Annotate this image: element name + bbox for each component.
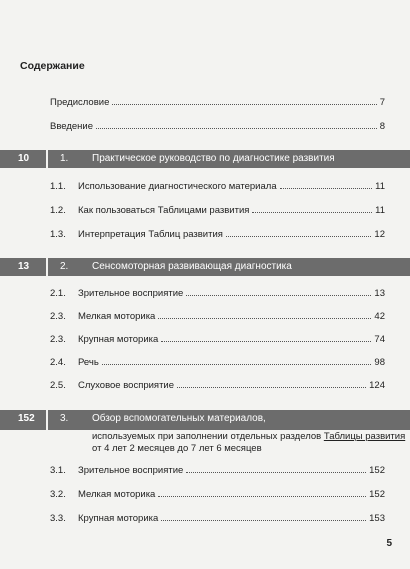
dot-leader [177,387,366,388]
section-title [60,261,292,272]
toc-entry [50,202,385,216]
section-start-page: 152 [18,413,35,424]
section-header-1 [0,150,410,168]
entry-page: 124 [369,380,385,391]
entry-number: 3.1. [50,465,66,476]
section-header-3 [0,410,410,430]
entry-number: 1.3. [50,229,66,240]
entry-number: 3.2. [50,489,66,500]
entry-page: 11 [375,205,385,216]
entry-label: Введение [50,121,94,132]
page-number: 5 [386,538,392,549]
section-title-text: Сенсомоторная развивающая диагностика [92,261,292,272]
section-number: 2. [60,261,69,272]
entry-page: 74 [374,334,385,345]
toc-entry [50,377,385,391]
entry-page: 153 [369,513,385,524]
section-start-page: 10 [18,153,30,164]
section-title-text: Практическое руководство по диагностике развития [92,153,335,164]
dot-leader [158,318,371,319]
entry-label: Предисловие [50,97,110,108]
dot-leader [161,341,371,342]
dot-leader [158,496,366,497]
toc-entry [50,354,385,368]
entry-number: 2.1. [50,288,66,299]
entry-page: 98 [374,357,385,368]
section-start-page: 13 [18,261,30,272]
entry-label: Мелкая моторика [78,489,156,500]
toc-entry [50,486,385,500]
section-number: 1. [60,153,69,164]
section-title-text: Обзор вспомогательных материалов, [92,413,266,424]
toc-entry [50,285,385,299]
toc-entry [50,331,385,345]
dot-leader [96,128,377,129]
entry-page: 8 [379,121,385,132]
entry-page: 13 [374,288,385,299]
dot-leader [112,104,376,105]
entry-number: 2.3. [50,311,66,322]
entry-label: Использование диагностического материала [78,181,277,192]
dot-leader [186,472,366,473]
entry-label: Как пользоваться Таблицами развития [78,205,250,216]
toc-entry-introduction [50,118,385,132]
toc-title: Содержание [20,60,85,72]
divider [46,410,48,430]
toc-entry [50,462,385,476]
entry-number: 2.4. [50,357,66,368]
dot-leader [280,188,373,189]
entry-page: 11 [375,181,385,192]
entry-label: Крупная моторика [78,513,159,524]
subtitle-text-line2: от 4 лет 2 месяцев до 7 лет 6 месяцев [92,443,262,454]
toc-entry [50,178,385,192]
entry-number: 3.3. [50,513,66,524]
entry-label: Крупная моторика [78,334,159,345]
section-header-2 [0,258,410,276]
entry-label: Зрительное восприятие [78,288,184,299]
entry-label: Зрительное восприятие [78,465,184,476]
entry-number: 1.2. [50,205,66,216]
dot-leader [226,236,372,237]
toc-entry-preface [50,94,385,108]
subtitle-text: используемых при заполнении отдельных разделов [92,431,324,442]
entry-label: Мелкая моторика [78,311,156,322]
dot-leader [102,364,372,365]
toc-entry [50,308,385,322]
section-subtitle [92,431,405,455]
entry-label: Речь [78,357,99,368]
section-number: 3. [60,413,69,424]
toc-entry [50,226,385,240]
divider [46,258,48,276]
dot-leader [186,295,371,296]
entry-number: 1.1. [50,181,66,192]
toc-entry [50,510,385,524]
entry-number: 2.3. [50,334,66,345]
dot-leader [161,520,366,521]
entry-page: 152 [369,465,385,476]
entry-number: 2.5. [50,380,66,391]
entry-label: Интерпретация Таблиц развития [78,229,223,240]
entry-page: 7 [379,97,385,108]
entry-page: 152 [369,489,385,500]
dot-leader [252,212,372,213]
section-title [60,153,335,164]
entry-page: 42 [374,311,385,322]
divider [46,150,48,168]
entry-label: Слуховое восприятие [78,380,175,391]
subtitle-link: Таблицы развития [323,431,406,442]
section-title [60,413,266,424]
entry-page: 12 [374,229,385,240]
